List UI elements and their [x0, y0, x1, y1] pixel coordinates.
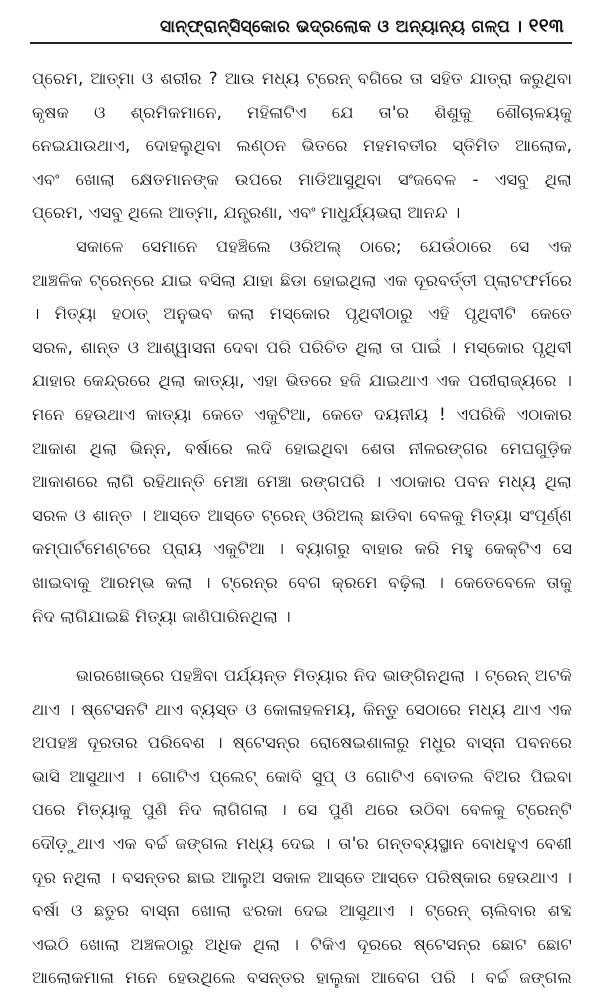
- text-line: ସକାଳେ ସେମାନେ ପହଞ୍ଚିଲେ ଓରିଅଲ୍ ଠାରେ; ଯେଉଁଠାରେ ସେ ଏକ: [76, 235, 572, 256]
- running-header: [36, 14, 564, 37]
- text-line: । ମିତ୍ୟା ହଠାତ୍ ଅନୁଭବ କଲା ମସ୍କୋର ପୃଥିବୀଠାରୁ ଏହି ପୃଥିବୀଟି କେତେ: [32, 303, 572, 324]
- text-line: ଭାରଖୋଭ୍‌ରେ ପହଞ୍ଚିବା ପର୍ଯ୍ୟନ୍ତ ମିତ୍ୟାର ନିଦ ଭାଙ୍ଗିନଥିଲା । ଟ୍ରେନ୍ ଅଟକି: [76, 665, 572, 686]
- text-line: ଆଲୋକମାଳା ମନେ ହେଉଥିଲେ ବସନ୍ତର ହାଲୁକା ଆବେଗ ପରି । ବର୍ଚ୍ଚ ଜଙ୍ଗଲ: [32, 967, 572, 988]
- text-line: ମନେ ହେଉଥାଏ କାତ୍ୟା କେତେ ଏକୁଟିଆ, କେତେ ଦୟନୀୟ ! ଏପରିକି ଏଠାକାର: [32, 403, 572, 424]
- text-line: ନିଦ ଲାଗିଯାଇଛି ମିତ୍ୟା ଜାଣିପାରିନଥିଲା ।: [32, 605, 291, 626]
- text-line: କୃଷକ ଓ ଶ୍ରମିକମାନେ, ମହିଳାଟିଏ ଯେ ତା'ର ଶିଶୁକୁ ଶୌଚାଳୟକୁ: [32, 101, 572, 122]
- paragraph: [32, 62, 572, 230]
- text-line: ଦୌଡ଼ୁଥାଏ ଏକ ବର୍ଚ୍ଚ ଜଙ୍ଗଲ ମଧ୍ୟ ଦେଇ । ତା'ର ଗନ୍ତବ୍ୟସ୍ଥାନ ବୋଧହୁଏ ବେଶୀ: [32, 833, 572, 854]
- text-line: ଆଞ୍ଚଳିକ ଟ୍ରେନ୍‌ରେ ଯାଇ ବସିଲା ଯାହା ଛିଡା ହୋଇଥିଲା ଏକ ଦୂରବର୍ତ୍ତୀ ପ୍ଲାଟଫର୍ମରେ: [32, 269, 572, 290]
- text-line: ଥାଏ । ଷ୍ଟେସନଟି ଥାଏ ବ୍ୟସ୍ତ ଓ କୋଳାହଳମୟ, କିନ୍ତୁ ସେଠାରେ ମଧ୍ୟ ଥାଏ ଏକ: [32, 698, 572, 719]
- header-separator: ।: [516, 17, 523, 37]
- text-line: ଖାଇବାକୁ ଆରମ୍ଭ କଲା । ଟ୍ରେନ୍‌ର ବେଗ କ୍ରମେ ବଢ଼ିଲା । କେତେବେଳେ ତାକୁ: [32, 571, 572, 592]
- text-line: ଆକାଶ ଥିଲା ଭିନ୍ନ, ବର୍ଷାରେ ଲଦି ହୋଇଥିବା ଶେତା ନୀଳରଙ୍ଗର ମେଘଗୁଡ଼ିକ: [32, 437, 572, 458]
- text-line: ସରଳ, ଶାନ୍ତ ଓ ଆଶ୍ୱାସନା ଦେବା ପରି ପରିଚିତ ଥିଲା ତା ପାଇଁ । ମସ୍କୋର ପୃଥିବୀ: [32, 336, 572, 357]
- text-line: ସରଳ ଓ ଶାନ୍ତ । ଆସ୍ତେ ଆସ୍ତେ ଟ୍ରେନ୍ ଓରିଅଲ୍ ଛାଡିବା ବେଳକୁ ମିତ୍ୟା ସଂପୂର୍ଣ୍ଣ: [32, 504, 572, 525]
- paragraph-gap: [32, 633, 572, 659]
- text-line: ବର୍ଷା ଓ ଛତୁର ବାସ୍ନା ଖୋଲା ଝରକା ଦେଇ ଆସୁଥାଏ । ଟ୍ରେନ୍ ଚାଲିବାର ଶବ୍ଦ: [32, 900, 572, 921]
- paragraph: [32, 230, 572, 633]
- paragraph: [32, 659, 572, 995]
- text-line: ଭାସି ଆସୁଥାଏ । ଗୋଟିଏ ପ୍ଲେଟ୍ କୋବି ସୁପ୍ ଓ ଗୋଟିଏ ବୋତଲ ବିଅର ପିଇବା: [32, 765, 572, 786]
- text-line: ଯାହାର କେନ୍ଦ୍ରରେ ଥିଲା କାତ୍ୟା, ଏହା ଭିତରେ ହଜି ଯାଇଥାଏ ଏକ ପରୀରାଜ୍ୟରେ ।: [32, 370, 572, 391]
- page-number: ୧୧୩: [528, 15, 564, 37]
- body-text: [32, 62, 572, 995]
- text-line: ନେଇଯାଉଥାଏ, ଦୋହଲୁଥିବା ଲଣ୍ଠନ ଭିତରେ ମହମବତୀର ସ୍ତିମିତ ଆଲୋକ,: [32, 135, 572, 156]
- text-line: ଅପହଞ୍ଚ ଦୂରତାର ପରିବେଶ । ଷ୍ଟେସନ୍‌ର ରୋଷେଇଶାଳାରୁ ମଧୁର ବାସ୍ନା ପବନରେ: [32, 732, 572, 753]
- text-line: ଏବଂ ଖୋଲା କ୍ଷେତମାନଙ୍କ ଉପରେ ମାଡିଆସୁଥିବା ସଂଜବେଳ - ଏସବୁ ଥିଲା: [32, 168, 572, 189]
- running-title: ସାନ୍‌ଫ୍ରାନ୍‌ସିସ୍କୋର ଭଦ୍ରଲୋକ ଓ ଅନ୍ୟାନ୍ୟ ଗଳ୍ପ: [160, 17, 510, 37]
- text-line: ଏଇଠି ଖୋଲା ଅଞ୍ଚଳଠାରୁ ଅଧିକ ଥିଲା । ଟିକିଏ ଦୂରରେ ଷ୍ଟେସନ୍‌ର ଛୋଟ ଛୋଟ: [32, 933, 572, 954]
- text-line: ଦୂର ନଥିଲା । ବସନ୍ତର ଛାଇ ଆଲୁଅ ସକାଳ ଆସ୍ତେ ଆସ୍ତେ ପରିଷ୍କାର ହେଉଥାଏ ।: [32, 866, 572, 887]
- text-line: ପରେ ମିତ୍ୟାକୁ ପୁଣି ନିଦ ଲାଗିଗଲା । ସେ ପୁଣି ଥରେ ଉଠିବା ବେଳକୁ ଟ୍ରେନ୍‌ଟି: [32, 799, 572, 820]
- text-line: ଆକାଶରେ ଲାଗି ରହିଥାନ୍ତି ମେଞ୍ଚା ମେଞ୍ଚା ରଙ୍ଗପରି । ଏଠାକାର ପବନ ମଧ୍ୟ ଥିଲା: [32, 471, 572, 492]
- text-line: ପ୍ରେମ, ଏସବୁ ଥିଲେ ଆତ୍ମା, ଯନ୍ତ୍ରଣା, ଏବଂ ମାଧୁର୍ଯ୍ୟଭରା ଆନନ୍ଦ ।: [32, 202, 461, 223]
- text-line: କମ୍ପାର୍ଟମେଣ୍ଟରେ ପ୍ରାୟ ଏକୁଟିଆ । ବ୍ୟାଗରୁ ବାହାର କରି ମହୁ କେକ୍‌ଟିଏ ସେ: [32, 538, 572, 559]
- header-rule: [30, 42, 572, 44]
- text-line: ପ୍ରେମ, ଆତ୍ମା ଓ ଶରୀର ? ଆଉ ମଧ୍ୟ ଟ୍ରେନ୍ ବଗିରେ ତା ସହିତ ଯାତ୍ରା କରୁଥିବା: [32, 68, 572, 88]
